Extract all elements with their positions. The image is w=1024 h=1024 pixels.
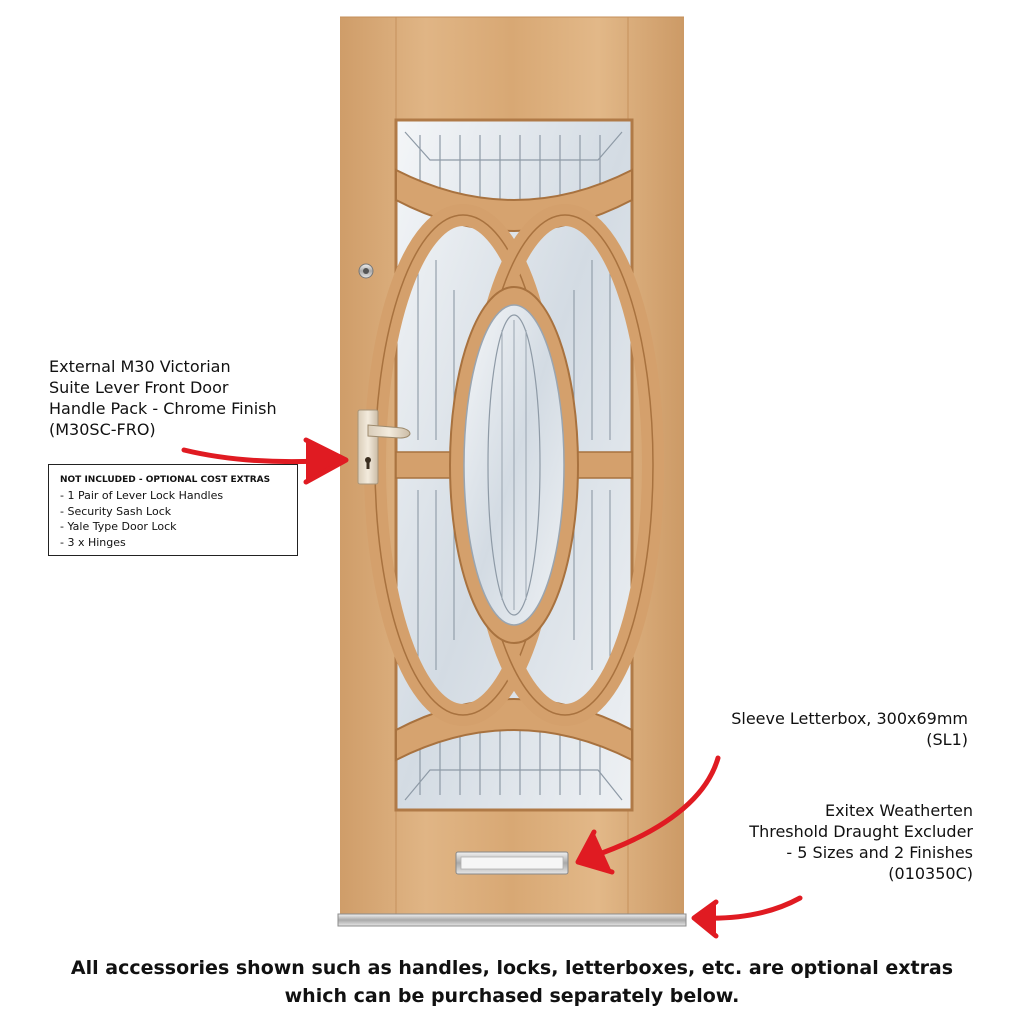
accessories-disclaimer [0,954,1024,1010]
excluder-callout-line: - 5 Sizes and 2 Finishes [786,843,973,862]
optional-extras-item: - Yale Type Door Lock [60,520,177,533]
excluder-callout-line: (010350C) [888,864,973,883]
optional-extras-item: - 3 x Hinges [60,535,126,549]
letterbox [456,852,568,874]
handle-callout-line: (M30SC-FRO) [49,420,156,439]
letterbox-callout-line: Sleeve Letterbox, 300x69mm [731,709,968,728]
excluder-callout-line: Exitex Weatherten [824,801,973,820]
mid-rail-left [396,452,456,478]
handle-callout-line: Suite Lever Front Door [49,378,229,397]
handle-callout-line: Handle Pack - Chrome Finish [49,399,277,418]
disclaimer-line: All accessories shown such as handles, locks, letterboxes, etc. are optional extras [70,957,954,979]
letterbox-callout-line: (SL1) [926,730,968,749]
threshold [338,914,686,926]
optional-extras-item: - 1 Pair of Lever Lock Handles [60,489,224,502]
arrow-to-threshold [694,898,800,936]
mid-rail-right [572,452,632,478]
optional-extras-list [60,488,297,550]
optional-extras-title: NOT INCLUDED - OPTIONAL COST EXTRAS [60,475,271,485]
letterbox-callout [731,708,968,750]
handle-callout [49,356,277,440]
cylinder-lock [359,264,373,278]
disclaimer-line: which can be purchased separately below. [284,985,740,1007]
optional-extras-item: - Security Sash Lock [60,504,172,518]
door [338,17,686,926]
handle-callout-line: External M30 Victorian [49,357,231,376]
excluder-callout-line: Threshold Draught Excluder [749,822,973,841]
optional-extras-box [48,464,298,556]
excluder-callout [749,800,973,884]
